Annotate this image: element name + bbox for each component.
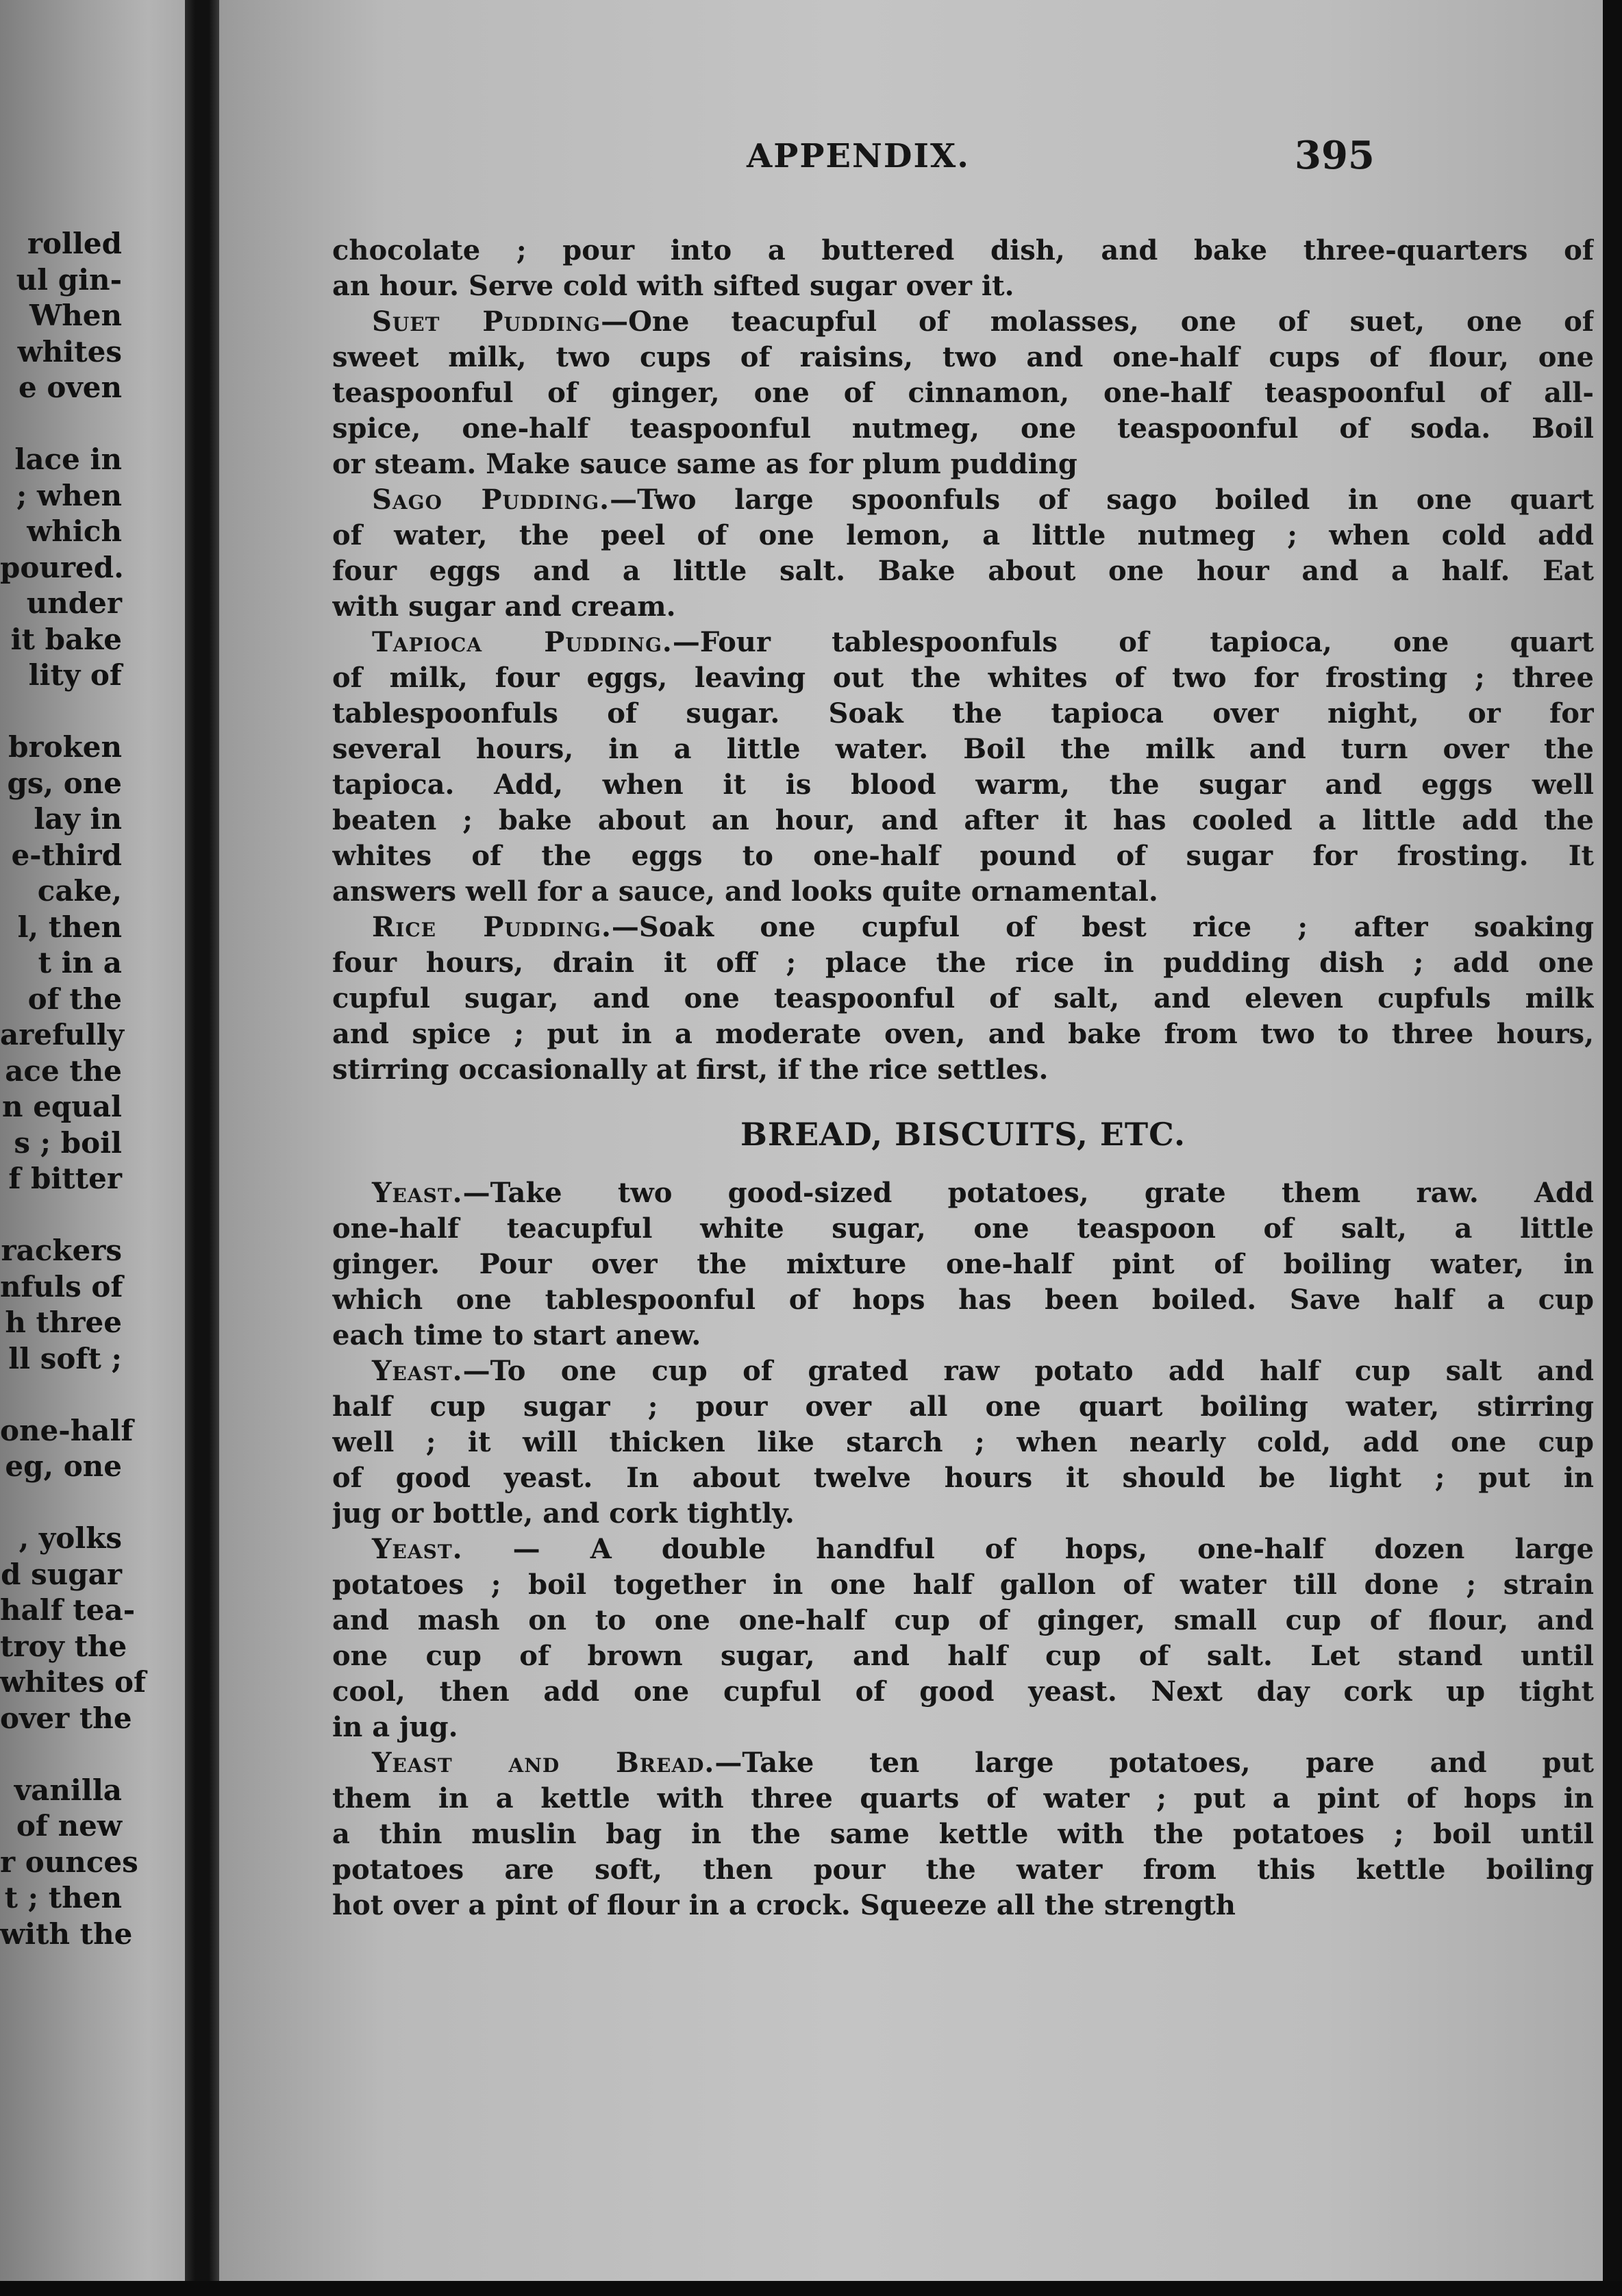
facing-page-line: n equal xyxy=(2,1090,122,1123)
text-line: several hours, in a little water. Boil the milk and turn over the xyxy=(332,733,1594,765)
facing-page-line: lace in xyxy=(14,442,122,476)
recipe-title: Rice Pudding. xyxy=(372,911,612,943)
facing-page-gap xyxy=(0,694,122,730)
facing-page-line: t ; then xyxy=(4,1881,122,1914)
facing-page-line: it bake xyxy=(10,622,122,656)
facing-page-line: vanilla xyxy=(14,1773,122,1807)
facing-page-line: over the xyxy=(0,1701,132,1735)
text-line: sweet milk, two cups of raisins, two and one-half cups of flour, one xyxy=(332,341,1594,373)
text-line: one cup of brown sugar, and half cup of salt. Let stand until xyxy=(332,1640,1594,1672)
text-line: whites of the eggs to one-half pound of sugar for frosting. It xyxy=(332,840,1594,872)
text-line: them in a kettle with three quarts of water ; put a pint of hops in xyxy=(332,1782,1594,1814)
text-line: of good yeast. In about twelve hours it should be light ; put in xyxy=(332,1462,1594,1494)
facing-page-line: ; when xyxy=(16,478,122,512)
facing-page-line: which xyxy=(27,514,122,548)
recipe-first-line xyxy=(332,482,1594,518)
recipe-title: Suet Pudding xyxy=(372,305,601,338)
recipe-text: —To one cup of grated raw potato add half cup salt and xyxy=(462,1355,1594,1387)
recipe-first-line xyxy=(332,1532,1594,1567)
facing-page-gap xyxy=(0,1736,122,1773)
text-line: ginger. Pour over the mixture one-half pint of boiling water, in xyxy=(332,1248,1594,1280)
facing-page-line: poured. xyxy=(0,550,124,584)
facing-page-line: whites xyxy=(17,334,122,369)
text-line: or steam. Make sauce same as for plum pudding xyxy=(332,448,1077,480)
recipe-title: Yeast. xyxy=(372,1355,463,1387)
text-line: chocolate ; pour into a buttered dish, and bake three-quarters of xyxy=(332,234,1594,266)
recipe-first-line xyxy=(332,1175,1594,1211)
facing-page-gap xyxy=(0,1377,122,1413)
recipe-list xyxy=(332,1175,1594,1923)
facing-page-line: broken xyxy=(8,730,122,764)
page xyxy=(219,0,1603,2281)
body-text xyxy=(332,233,1594,1923)
recipe-first-line xyxy=(332,304,1594,340)
text-line: teaspoonful of ginger, one of cinnamon, one-half teaspoonful of all- xyxy=(332,377,1594,409)
text-line: of water, the peel of one lemon, a little nutmeg ; when cold add xyxy=(332,519,1594,551)
text-line: of milk, four eggs, leaving out the whites of two for frosting ; three xyxy=(332,662,1594,694)
recipe-text: —Soak one cupful of best rice ; after soaking xyxy=(611,911,1594,943)
recipe-title: Sago Pudding. xyxy=(372,484,610,516)
facing-page-line: of new xyxy=(16,1809,122,1843)
text-line: beaten ; bake about an hour, and after it has cooled a little add the xyxy=(332,804,1594,836)
recipe-text: —Four tablespoonfuls of tapioca, one quart xyxy=(672,626,1594,658)
facing-page-line: r ounces xyxy=(0,1845,138,1879)
text-line: hot over a pint of flour in a crock. Squeeze all the strength xyxy=(332,1889,1236,1921)
facing-page-line: gs, one xyxy=(7,766,122,800)
text-line: four hours, drain it off ; place the rice in pudding dish ; add one xyxy=(332,947,1594,979)
facing-page-line: under xyxy=(26,586,122,620)
facing-page-gap xyxy=(0,1485,122,1521)
facing-page-line: rackers xyxy=(1,1234,122,1267)
text-line: tapioca. Add, when it is blood warm, the sugar and eggs well xyxy=(332,769,1594,801)
text-line: and mash on to one one-half cup of ginger, small cup of flour, and xyxy=(332,1604,1594,1636)
page-header xyxy=(219,133,1384,185)
recipe-text: —Take two good-sized potatoes, grate them raw. Add xyxy=(462,1177,1594,1209)
facing-page-line: e-third xyxy=(11,838,122,872)
recipe-first-line xyxy=(332,910,1594,945)
recipe-first-line xyxy=(332,625,1594,660)
facing-page-line: ace the xyxy=(5,1053,122,1088)
text-line: half cup sugar ; pour over all one quart boiling water, stirring xyxy=(332,1390,1594,1423)
section-heading: BREAD, BISCUITS, ETC. xyxy=(740,1116,1186,1153)
recipe-text: —Take ten large potatoes, pare and put xyxy=(714,1747,1594,1779)
recipe-title: Yeast. xyxy=(372,1177,463,1209)
running-head: APPENDIX. xyxy=(747,137,970,175)
text-line: tablespoonfuls of sugar. Soak the tapioca over night, or for xyxy=(332,697,1594,729)
facing-page-line: f bitter xyxy=(8,1162,122,1195)
facing-page-line: eg, one xyxy=(5,1449,122,1483)
facing-page-line: rolled xyxy=(27,227,122,260)
text-line: well ; it will thicken like starch ; when nearly cold, add one cup xyxy=(332,1426,1594,1458)
facing-page-line: one-half xyxy=(0,1413,134,1447)
facing-page-line: e oven xyxy=(18,371,122,404)
facing-page-gap xyxy=(0,406,122,442)
text-line: with sugar and cream. xyxy=(332,590,676,623)
facing-page-line: s ; boil xyxy=(14,1125,122,1160)
recipe-title: Yeast. xyxy=(372,1533,463,1565)
text-line: answers well for a sauce, and looks quite ornamental. xyxy=(332,875,1158,908)
text-line: spice, one-half teaspoonful nutmeg, one teaspoonful of soda. Boil xyxy=(332,412,1594,445)
recipe-text: —One teacupful of molasses, one of suet, one of xyxy=(601,305,1594,338)
facing-page-line: When xyxy=(29,299,122,332)
text-line: cupful sugar, and one teaspoonful of salt, and eleven cupfuls milk xyxy=(332,982,1594,1014)
text-line: each time to start anew. xyxy=(332,1319,701,1351)
text-line: stirring occasionally at first, if the rice settles. xyxy=(332,1053,1049,1086)
facing-page-line: , yolks xyxy=(18,1521,122,1555)
facing-page-line: lity of xyxy=(28,658,122,692)
text-line: cool, then add one cupful of good yeast. Next day cork up tight xyxy=(332,1675,1594,1708)
facing-page-line: arefully xyxy=(0,1018,124,1051)
scan-border xyxy=(0,2281,1622,2296)
facing-page xyxy=(0,0,185,2281)
text-line: potatoes ; boil together in one half gallon of water till done ; strain xyxy=(332,1569,1594,1601)
recipe-list xyxy=(332,304,1594,1088)
recipe-title: Yeast and Bread. xyxy=(372,1747,715,1779)
facing-page-line: ul gin- xyxy=(16,262,122,297)
recipe-text: — A double handful of hops, one-half dozen large xyxy=(462,1533,1594,1565)
recipe-text: —Two large spoonfuls of sago boiled in one quart xyxy=(610,484,1594,516)
facing-page-line: l, then xyxy=(17,910,122,944)
facing-page-line: of the xyxy=(27,982,122,1016)
text-line: an hour. Serve cold with sifted sugar over it. xyxy=(332,270,1014,302)
text-line: in a jug. xyxy=(332,1711,458,1743)
facing-page-line: t in a xyxy=(38,946,122,979)
facing-page-line: half tea- xyxy=(0,1593,136,1627)
facing-page-line: ll soft ; xyxy=(8,1341,122,1375)
text-line: which one tablespoonful of hops has been boiled. Save half a cup xyxy=(332,1284,1594,1316)
facing-page-gap xyxy=(0,1197,122,1234)
recipe-first-line xyxy=(332,1745,1594,1781)
text-line: a thin muslin bag in the same kettle with the potatoes ; boil until xyxy=(332,1818,1594,1850)
facing-page-line: cake, xyxy=(37,874,122,908)
recipe-first-line xyxy=(332,1353,1594,1389)
text-line: jug or bottle, and cork tightly. xyxy=(332,1497,795,1530)
recipe-title: Tapioca Pudding. xyxy=(372,626,673,658)
facing-page-line: d sugar xyxy=(1,1557,122,1591)
text-line: one-half teacupful white sugar, one teaspoon of salt, a little xyxy=(332,1212,1594,1245)
facing-page-line: h three xyxy=(5,1306,122,1339)
book-gutter xyxy=(185,0,219,2296)
text-line: and spice ; put in a moderate oven, and bake from two to three hours, xyxy=(332,1018,1594,1050)
text-line: potatoes are soft, then pour the water from this kettle boiling xyxy=(332,1854,1594,1886)
facing-page-line: troy the xyxy=(0,1629,127,1663)
facing-page-line: with the xyxy=(0,1917,133,1951)
page-number: 395 xyxy=(1295,133,1375,178)
facing-page-line: lay in xyxy=(34,802,122,836)
facing-page-line: whites of xyxy=(0,1665,147,1699)
facing-page-line: nfuls of xyxy=(0,1269,123,1303)
text-line: four eggs and a little salt. Bake about one hour and a half. Eat xyxy=(332,555,1594,587)
facing-page-text xyxy=(0,226,147,1952)
